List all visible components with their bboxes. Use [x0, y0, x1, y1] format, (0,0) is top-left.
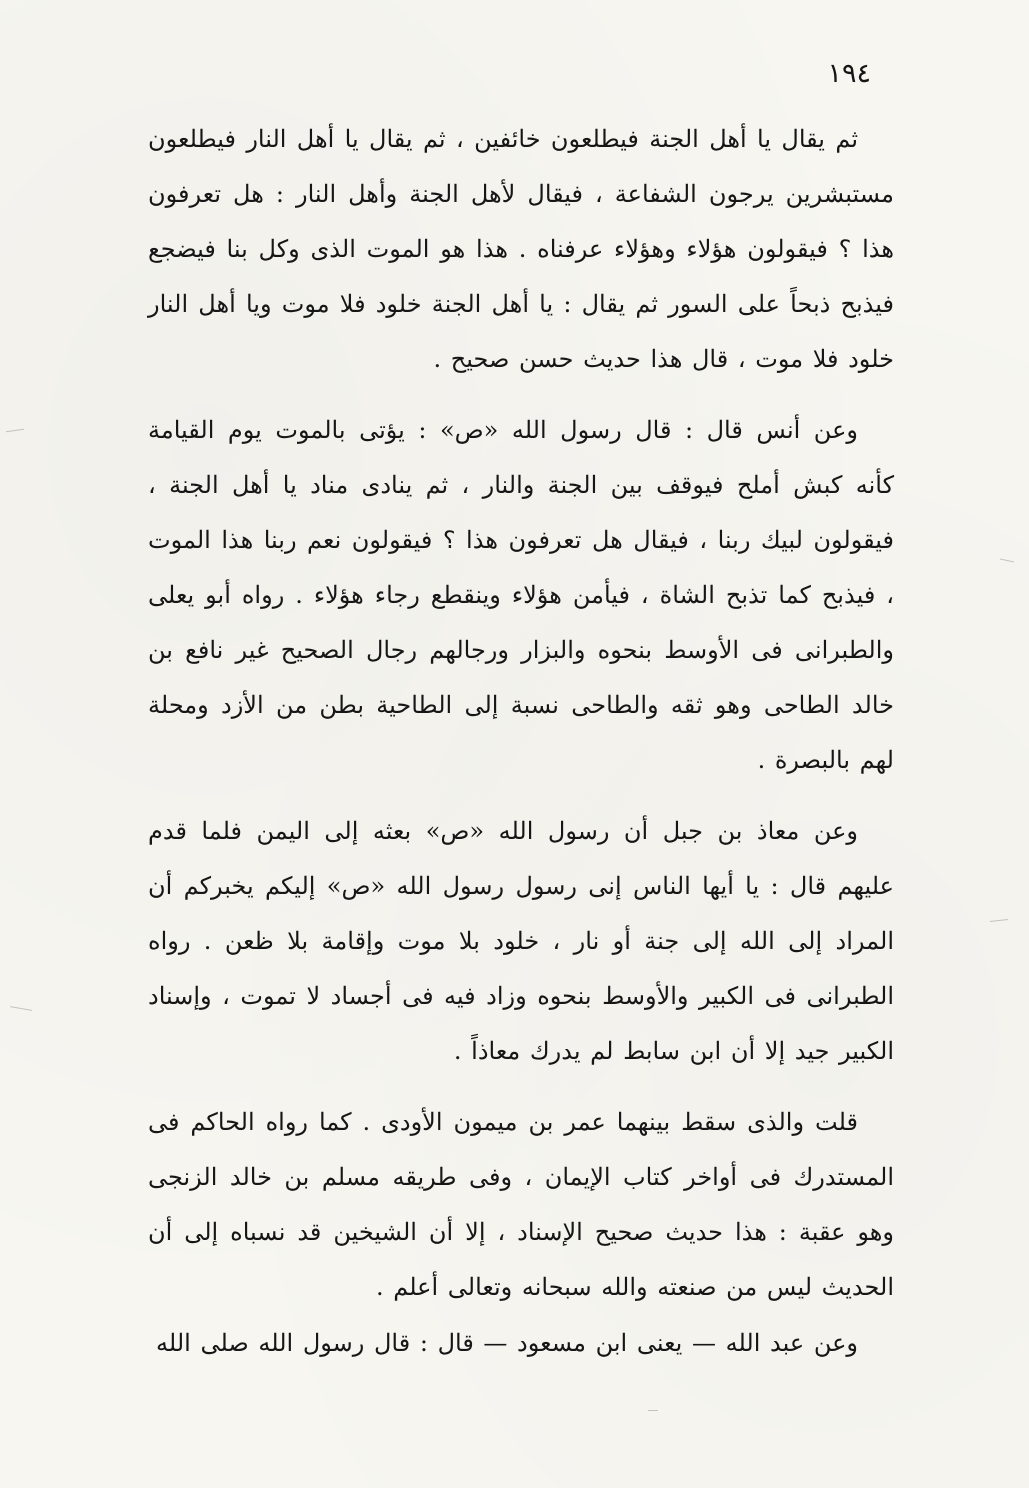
body-text — [148, 112, 895, 1357]
paragraph-4: قلت والذى سقط بينهما عمر بن ميمون الأودى . كما رواه الحاكم فى المستدرك فى أواخر كتاب الإيمان ، وفى طريقه مسلم بن خالد الزنجى وهو عقبة : هذا حديث صحيح الإسناد ، إلا أن الشيخين قد نسباه إلى أن الحديث ليس من صنعته والله سبحانه وتعالى أعلم . — [148, 1108, 894, 1301]
scan-mark — [1000, 559, 1014, 563]
paragraph-1: ثم يقال يا أهل الجنة فيطلعون خائفين ، ثم يقال يا أهل النار فيطلعون مستبشرين يرجون الشفاعة ، فيقال لأهل الجنة وأهل النار : هل تعرفون هذا ؟ فيقولون هؤلاء وهؤلاء عرفناه . هذا هو الموت الذى وكل بنا فيضجع فيذبح ذبحاً على السور ثم يقال : يا أهل الجنة خلود فلا موت ويا أهل النار خلود فلا موت ، قال هذا حديث حسن صحيح . — [148, 125, 894, 373]
paragraph-5: وعن عبد الله — يعنى ابن مسعود — قال : قال رسول الله صلى الله — [156, 1329, 858, 1357]
scan-mark — [10, 1006, 32, 1011]
scan-mark — [648, 1410, 658, 1411]
paragraph-3: وعن معاذ بن جبل أن رسول الله «ص» بعثه إلى اليمن فلما قدم عليهم قال : يا أيها الناس إنى رسول رسول الله «ص» إليكم يخبركم أن المراد إلى الله إلى جنة أو نار ، خلود بلا موت وإقامة بلا ظعن . رواه الطبرانى فى الكبير والأوسط بنحوه وزاد فيه فى أجساد لا تموت ، وإسناد الكبير جيد إلا أن ابن سابط لم يدرك معاذاً . — [148, 817, 894, 1065]
paragraph-2: وعن أنس قال : قال رسول الله «ص» : يؤتى بالموت يوم القيامة كأنه كبش أملح فيوقف بين الجنة والنار ، ثم ينادى مناد يا أهل الجنة ، فيقولون لبيك ربنا ، فيقال هل تعرفون هذا ؟ فيقولون نعم ربنا هذا الموت ، فيذبح كما تذبح الشاة ، فيأمن هؤلاء وينقطع رجاء هؤلاء . رواه أبو يعلى والطبرانى فى الأوسط بنحوه والبزار ورجالهم رجال الصحيح غير نافع بن خالد الطاحى وهو ثقه والطاحى نسبة إلى الطاحية بطن من الأزد ومحلة لهم بالبصرة . — [148, 416, 895, 774]
scan-mark — [990, 919, 1008, 922]
page-number: ١٩٤ — [827, 58, 871, 89]
scan-mark — [6, 429, 24, 432]
